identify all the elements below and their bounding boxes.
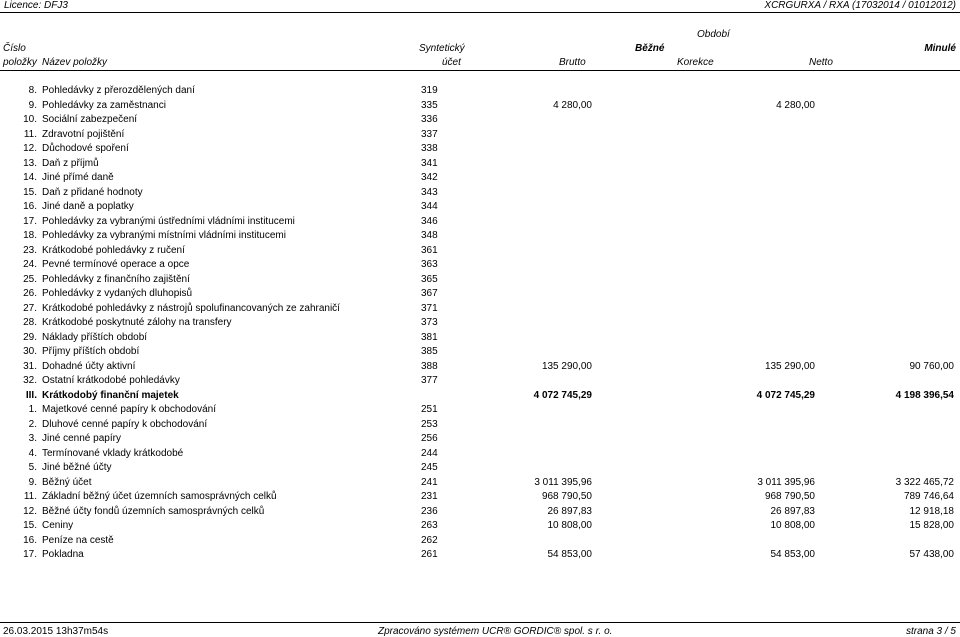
- cell-name: Pohledávky za vybranými ústředními vládními institucemi: [42, 215, 295, 227]
- cell-name: Ostatní krátkodobé pohledávky: [42, 375, 180, 386]
- table-row: [0, 448, 960, 462]
- footer: [0, 626, 960, 637]
- cell-ucet: 365: [421, 273, 438, 285]
- cell-ucet: 337: [421, 128, 438, 140]
- table-row: [0, 288, 960, 302]
- cell-num: III.: [25, 389, 37, 401]
- cell-name: Jiné přímé daně: [42, 172, 114, 183]
- cell-brutto: 10 808,00: [547, 520, 592, 531]
- cell-num: 31.: [23, 360, 37, 372]
- cell-ucet: 335: [421, 99, 438, 111]
- cell-brutto: 4 280,00: [553, 99, 592, 111]
- cell-ucet: 244: [421, 447, 438, 459]
- cell-name: Pohledávky z přerozdělených daní: [42, 85, 195, 96]
- table-row: [0, 491, 960, 505]
- cell-name: Zdravotní pojištění: [42, 128, 125, 140]
- table-row: [0, 332, 960, 346]
- table-row: [0, 317, 960, 331]
- cell-ucet: 263: [421, 520, 438, 531]
- header-netto: Netto: [809, 57, 833, 68]
- header-polozky: položky: [3, 57, 37, 68]
- cell-name: Krátkodobé pohledávky z nástrojů spolufinancovaných ze zahraničí: [42, 302, 340, 314]
- cell-name: Důchodové spoření: [42, 143, 129, 154]
- cell-ucet: 261: [421, 549, 438, 560]
- cell-num: 16.: [23, 534, 37, 546]
- header-brutto: Brutto: [559, 57, 586, 68]
- table-row: [0, 85, 960, 99]
- cell-name: Běžný účet: [42, 476, 92, 488]
- cell-num: 9.: [28, 476, 37, 488]
- table-row: [0, 274, 960, 288]
- cell-minule: 3 322 465,72: [895, 476, 954, 488]
- cell-brutto: 26 897,83: [547, 505, 592, 517]
- footer-date: 26.03.2015 13h37m54s: [3, 626, 109, 637]
- cell-num: 29.: [23, 331, 37, 343]
- table-row: [0, 375, 960, 389]
- header-ucet: účet: [442, 57, 461, 68]
- cell-netto: 3 011 395,96: [757, 476, 815, 488]
- cell-name: Daň z přidané hodnoty: [42, 186, 143, 198]
- cell-brutto: 968 790,50: [541, 491, 592, 502]
- table-row: [0, 172, 960, 186]
- cell-num: 13.: [23, 157, 37, 169]
- cell-name: Krátkodobý finanční majetek: [42, 389, 179, 401]
- table-row: [0, 187, 960, 201]
- cell-name: Základní běžný účet územních samosprávných celků: [42, 491, 277, 502]
- cell-num: 18.: [23, 230, 37, 241]
- cell-netto: 54 853,00: [770, 549, 815, 560]
- cell-name: Peníze na cestě: [42, 534, 114, 546]
- table-row: [0, 143, 960, 157]
- table-row: [0, 462, 960, 476]
- cell-name: Dohadné účty aktivní: [42, 360, 136, 372]
- cell-brutto: 54 853,00: [547, 549, 592, 560]
- cell-num: 15.: [23, 520, 37, 531]
- cell-name: Pohledávky z vydaných dluhopisů: [42, 288, 193, 299]
- cell-name: Dluhové cenné papíry k obchodování: [42, 418, 208, 430]
- table-row: [0, 520, 960, 534]
- cell-ucet: 367: [421, 288, 438, 299]
- footer-page: strana 3 / 5: [905, 626, 956, 637]
- cell-ucet: 371: [421, 302, 438, 314]
- cell-num: 8.: [28, 85, 37, 96]
- cell-ucet: 338: [421, 143, 438, 154]
- footer-system: Zpracováno systémem UCR® GORDIC® spol. s r. o.: [378, 626, 613, 637]
- table-row: [0, 433, 960, 447]
- cell-netto: 135 290,00: [764, 360, 815, 372]
- cell-name: Příjmy příštích období: [42, 346, 140, 357]
- cell-ucet: 336: [421, 114, 438, 125]
- cell-ucet: 241: [421, 476, 438, 488]
- cell-num: 27.: [23, 302, 37, 314]
- cell-netto: 26 897,83: [770, 505, 815, 517]
- cell-ucet: 381: [421, 331, 438, 343]
- cell-netto: 4 072 745,29: [756, 389, 815, 401]
- cell-ucet: 344: [421, 201, 438, 212]
- table-row: [0, 158, 960, 172]
- cell-ucet: 253: [421, 418, 438, 430]
- table-row: [0, 346, 960, 360]
- cell-name: Sociální zabezpečení: [42, 114, 138, 125]
- cell-ucet: 342: [421, 172, 438, 183]
- table-row: [0, 419, 960, 433]
- cell-num: 17.: [23, 549, 37, 560]
- cell-brutto: 4 072 745,29: [533, 389, 592, 401]
- cell-netto: 968 790,50: [764, 491, 815, 502]
- table-row: [0, 100, 960, 114]
- cell-ucet: 319: [421, 85, 438, 96]
- cell-ucet: 361: [421, 244, 438, 256]
- cell-ucet: 236: [421, 505, 438, 517]
- header-cislo: Číslo: [3, 43, 26, 54]
- cell-minule: 15 828,00: [909, 520, 954, 531]
- cell-name: Jiné cenné papíry: [42, 433, 121, 444]
- table-row: [0, 259, 960, 273]
- report-code: XCRGURXA / RXA (17032014 / 01012012): [764, 0, 956, 11]
- cell-name: Pevné termínové operace a opce: [42, 259, 190, 270]
- cell-netto: 10 808,00: [770, 520, 815, 531]
- cell-num: 2.: [28, 418, 37, 430]
- cell-num: 5.: [28, 462, 37, 473]
- table-row: [0, 361, 960, 375]
- top-rule: [0, 12, 960, 13]
- table-row: [0, 129, 960, 143]
- cell-ucet: 385: [421, 346, 438, 357]
- licence-label: Licence: DFJ3: [4, 0, 68, 11]
- cell-ucet: 388: [421, 360, 438, 372]
- cell-num: 3.: [28, 433, 37, 444]
- cell-num: 28.: [23, 317, 37, 328]
- cell-ucet: 346: [421, 215, 438, 227]
- cell-name: Jiné běžné účty: [42, 462, 112, 473]
- cell-ucet: 251: [421, 404, 438, 415]
- cell-name: Majetkové cenné papíry k obchodování: [42, 404, 216, 415]
- header-bezne: Běžné: [635, 43, 665, 54]
- cell-ucet: 373: [421, 317, 438, 328]
- cell-num: 9.: [28, 99, 37, 111]
- table-row: [0, 114, 960, 128]
- cell-num: 11.: [23, 491, 37, 502]
- cell-num: 24.: [23, 259, 37, 270]
- cell-num: 23.: [23, 244, 37, 256]
- cell-name: Pohledávky za zaměstnanci: [42, 99, 166, 111]
- table-row: [0, 390, 960, 404]
- cell-minule: 90 760,00: [909, 360, 954, 372]
- cell-ucet: 245: [421, 462, 438, 473]
- header-synteticky: Syntetický: [419, 43, 465, 54]
- cell-ucet: 343: [421, 186, 438, 198]
- cell-num: 16.: [23, 201, 37, 212]
- cell-ucet: 377: [421, 375, 438, 386]
- cell-name: Ceniny: [42, 520, 74, 531]
- header-korekce: Korekce: [677, 57, 714, 68]
- table-row: [0, 230, 960, 244]
- top-bar: [0, 0, 960, 12]
- cell-name: Jiné daně a poplatky: [42, 201, 134, 212]
- cell-name: Daň z příjmů: [42, 157, 99, 169]
- cell-name: Krátkodobé poskytnuté zálohy na transfery: [42, 317, 232, 328]
- table-row: [0, 506, 960, 520]
- cell-brutto: 135 290,00: [541, 360, 592, 372]
- cell-num: 12.: [23, 143, 37, 154]
- cell-minule: 4 198 396,54: [895, 389, 954, 401]
- cell-ucet: 256: [421, 433, 438, 444]
- cell-minule: 12 918,18: [909, 505, 954, 517]
- cell-num: 11.: [23, 128, 37, 140]
- cell-num: 25.: [23, 273, 37, 285]
- cell-name: Pohledávky z finančního zajištění: [42, 273, 190, 285]
- cell-num: 17.: [23, 215, 37, 227]
- header-rule: [0, 70, 960, 71]
- table-row: [0, 477, 960, 491]
- cell-ucet: 341: [421, 157, 438, 169]
- cell-num: 10.: [23, 114, 37, 125]
- cell-name: Termínované vklady krátkodobé: [42, 447, 184, 459]
- header-nazev: Název položky: [42, 57, 108, 68]
- cell-num: 26.: [23, 288, 37, 299]
- cell-ucet: 262: [421, 534, 438, 546]
- table-row: [0, 216, 960, 230]
- table-row: [0, 201, 960, 215]
- cell-brutto: 3 011 395,96: [534, 476, 592, 488]
- header-minule: Minulé: [924, 43, 956, 54]
- cell-num: 30.: [23, 346, 37, 357]
- cell-num: 14.: [23, 172, 37, 183]
- cell-minule: 57 438,00: [909, 549, 954, 560]
- cell-minule: 789 746,64: [903, 491, 954, 502]
- cell-ucet: 348: [421, 230, 438, 241]
- cell-num: 32.: [23, 375, 37, 386]
- cell-name: Pohledávky za vybranými místními vládními institucemi: [42, 230, 286, 241]
- table-row: [0, 303, 960, 317]
- cell-name: Náklady příštích období: [42, 331, 148, 343]
- cell-ucet: 231: [421, 491, 438, 502]
- cell-ucet: 363: [421, 259, 438, 270]
- cell-name: Krátkodobé pohledávky z ručení: [42, 244, 185, 256]
- table-row: [0, 245, 960, 259]
- cell-num: 4.: [28, 447, 37, 459]
- cell-num: 15.: [23, 186, 37, 198]
- footer-rule: [0, 622, 960, 623]
- cell-num: 1.: [28, 404, 37, 415]
- table-row: [0, 404, 960, 418]
- cell-netto: 4 280,00: [776, 99, 815, 111]
- table-row: [0, 549, 960, 563]
- cell-name: Pokladna: [42, 549, 84, 560]
- cell-num: 12.: [23, 505, 37, 517]
- header-obdobi: Období: [697, 29, 730, 40]
- cell-name: Běžné účty fondů územních samosprávných celků: [42, 505, 265, 517]
- table-row: [0, 535, 960, 549]
